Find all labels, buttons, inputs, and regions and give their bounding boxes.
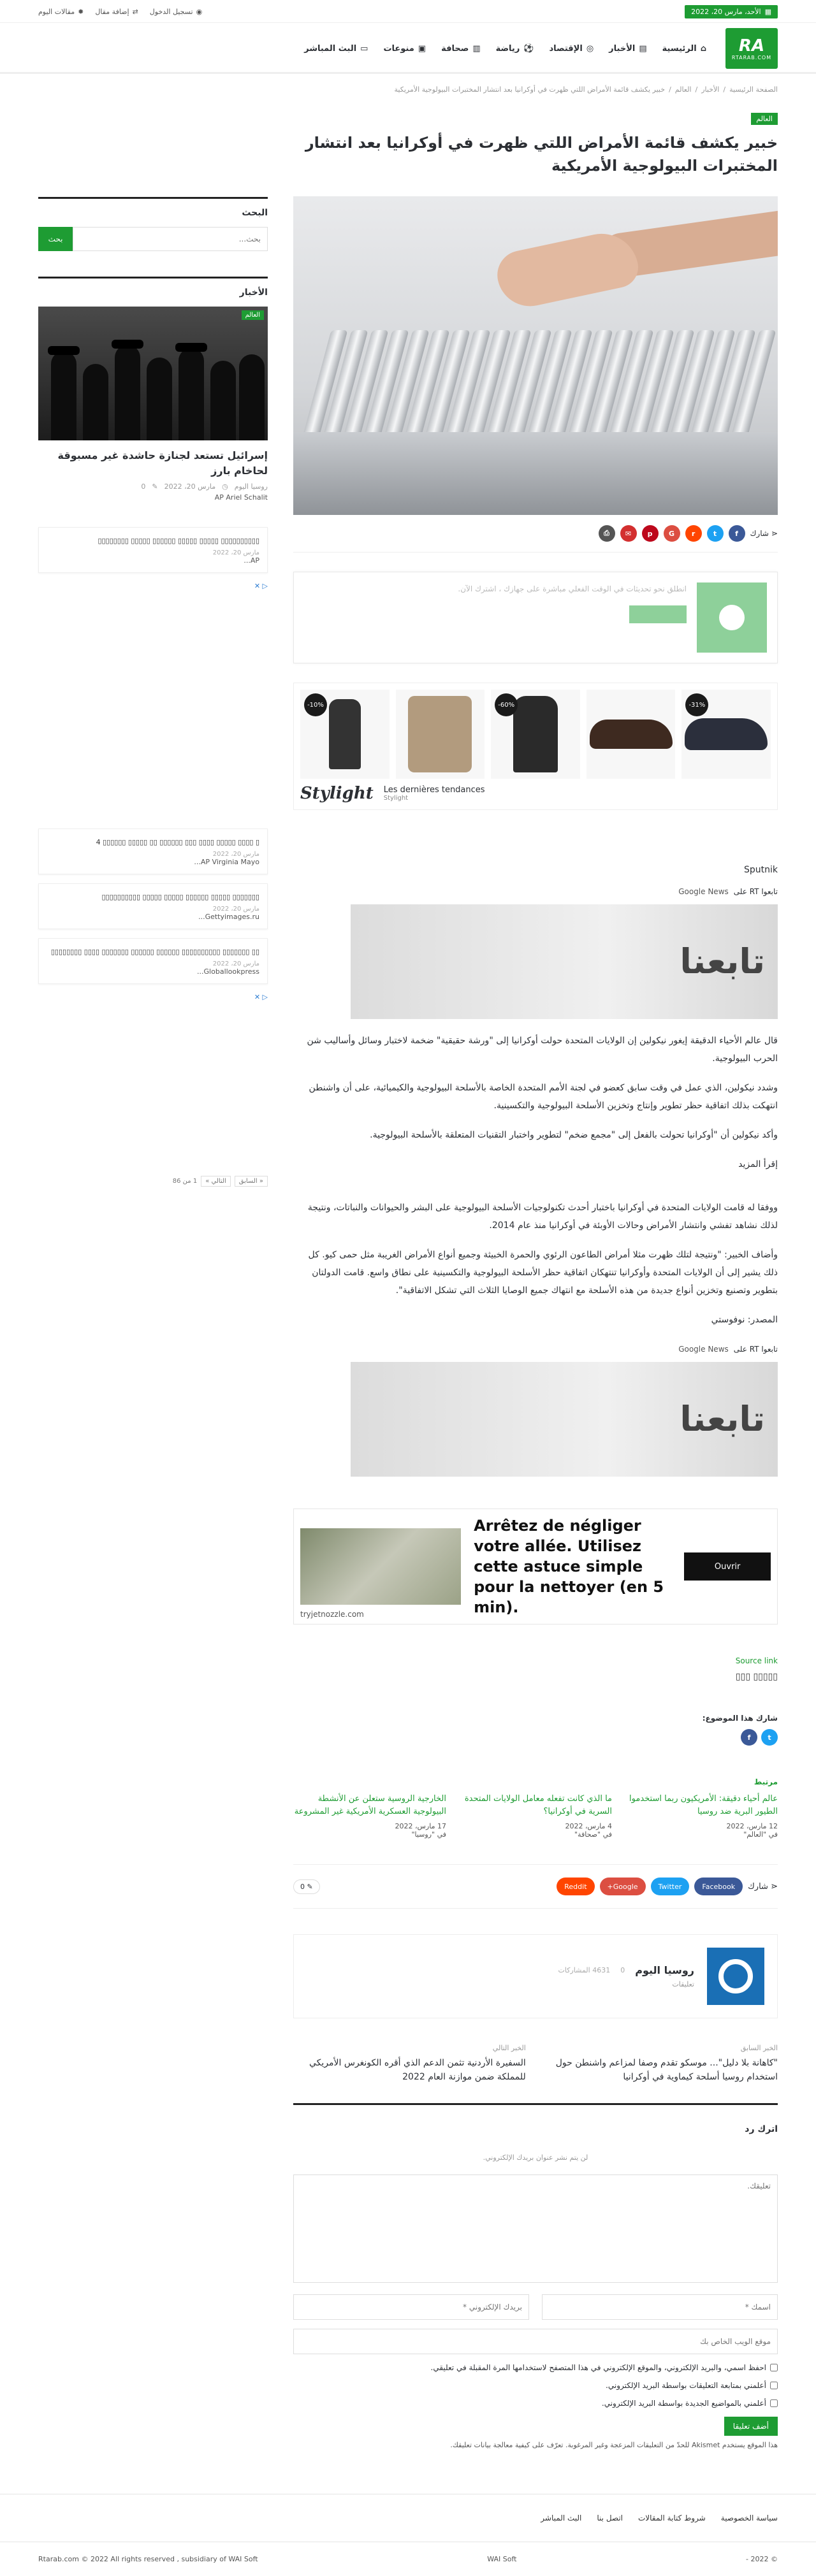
site-logo[interactable] [725,28,778,69]
related-item[interactable] [293,1793,446,1839]
share-topic-label: شارك هذا الموضوع: [702,1714,778,1723]
nav-sports[interactable] [496,44,534,54]
notify-comments-label: أعلمني بمتابعة التعليقات بواسطة البريد الإلكتروني. [606,2381,766,2390]
bell-icon [697,582,767,653]
fire-icon: ✹ [78,7,84,16]
notify-comments-checkbox[interactable] [293,2381,778,2390]
featured-date: مارس 20، 2022 [164,482,216,491]
next-title[interactable]: السفيرة الأردنية تثمن الدعم الذي أقره الكونغرس الأمريكي للمملكة ضمن موازنة العام 2022 [309,2058,526,2082]
ad-site: tryjetnozzle.com [300,1610,364,1619]
nav-economy[interactable] [550,44,594,54]
related-date: 4 مارس، 2022 [565,1822,612,1830]
share-row [293,515,778,553]
follow-label: تابعوا RT على [733,887,778,896]
article-paragraph: وأكد نيكولين أن "أوكرانيا تحولت بالفعل إلى "مجمع ضخم" لتطوير واختبار التقنيات المتعلقة بالأسلحة البيولوجية. [370,1130,778,1140]
article-paragraph: قال عالم الأحياء الدقيقة إيغور نيكولين إن الولايات المتحدة حولت أوكرانيا إلى "ورشة حقيقية" ضخمة لاختبار وسائل وأساليب شن الحرب البيولوجية. [307,1036,778,1064]
nav-home[interactable] [662,44,706,54]
follow-label: تابعوا RT على [733,1345,778,1354]
home-icon: ⌂ [700,43,706,54]
follow-banner-2[interactable] [351,1362,778,1477]
nav-label: الإقتصاد [549,43,583,54]
ad-headline: Arrêtez de négliger votre allée. Utilisez cette astuce simple pour la nettoyer (en 5 min). [474,1517,664,1616]
breadcrumb-sep: / [695,85,698,94]
nav-label: البث المباشر [304,43,357,54]
footer-rights: Rtarab.com © 2022 All rights reserved , subsidiary of WAI Soft [38,2555,258,2563]
footer-link-privacy[interactable]: سياسة الخصوصية [720,2514,778,2522]
shuffle-icon: ⇄ [132,7,138,16]
ad-product-list [300,690,771,779]
mini-date: مارس 20، 2022 [212,906,259,913]
related-category: في "صحافة" [574,1830,612,1839]
next-post[interactable] [293,2044,526,2084]
sidebar-ad-space [38,599,268,829]
search-widget [38,227,268,251]
email-field[interactable] [293,2294,529,2320]
nav-label: منوعات [383,43,414,54]
nav-live[interactable] [304,44,368,54]
footer-copyright: © 2022 - [746,2555,778,2563]
search-input[interactable] [73,227,268,251]
discount-badge: -60% [495,693,518,716]
share-icon: ⋖ [771,1881,778,1892]
logo-text: RTARAB.COM [731,54,772,61]
post-navigation [293,2044,778,2105]
crowd-figure [51,351,76,440]
random-link[interactable] [95,8,138,16]
mini-source: AP Virginia Mayo... [194,858,259,866]
notify-text: انطلق نحو تحديثات في الوقت الفعلي مباشرة على جهازك ، اشترك الآن. [458,584,687,593]
related-item[interactable] [625,1793,778,1839]
search-widget-title: البحث [38,197,268,218]
comment-icon: ✎ [152,482,158,491]
push-notification-box [293,572,778,663]
author-info [558,1964,694,1988]
footer-bottom [0,2542,816,2576]
main-nav [38,44,706,54]
login-label: تسجيل الدخول [149,7,193,16]
follow-google-news-2[interactable] [293,1340,778,1358]
discount-badge: -10% [304,693,327,716]
clock-icon: ◷ [222,482,228,491]
ad-jetnozzle[interactable] [293,1509,778,1624]
product-shape [329,699,361,769]
crowd-figure [147,358,172,440]
coins-icon: ◎ [586,43,594,54]
breadcrumb-sep: / [723,85,726,94]
twitter-icon[interactable]: t [761,1729,778,1746]
nav-news[interactable] [609,44,646,54]
author-posts: 0 [620,1966,625,1974]
hero-tray [293,432,778,515]
bell-icon-dot [719,605,745,630]
share-topic-icons [293,1729,778,1746]
comment-count [293,1879,320,1894]
crowd-hat [48,346,80,355]
ad-text [384,785,485,802]
ad-footer [300,779,771,803]
article-hero-image [293,196,778,515]
article-paragraph: وشدد نيكولين، الذي عمل في وقت سابق كعضو في لجنة الأمم المتحدة الخاصة بالأسلحة البيولوجية والكيميائية، على أن واشنطن انتهكت بذلك اتفاقية حظر تطوير وإنتاج وتخزين الأسلحة البيولوجية والتكسينية. [309,1083,778,1111]
breadcrumb-news[interactable]: الأخبار [701,85,720,94]
prev-label: الخبر السابق [740,2044,778,2052]
comments-icon: ▣ [418,43,426,54]
next-label: الخبر التالي [492,2044,526,2052]
author-avatar[interactable] [707,1948,764,2005]
article-body [293,861,778,1477]
article-source: المصدر: نوفوستي [711,1315,778,1325]
featured-comments: 0 [141,482,146,491]
mini-source: Gettyimages.ru... [198,913,259,921]
article-paragraph: ووفقا له قامت الولايات المتحدة في أوكرانيا باختبار أحدث تكنولوجيات الأسلحة البيولوجية على البشر والحيوانات والنباتات، ونتيجة لذلك نشاهد تفشي وانتشار الأمراض وحالات الأوبئة في أوكرانيا منذ عام 2014. [307,1203,778,1231]
reddit-share-icon[interactable]: r [685,525,702,542]
ad-product-sneaker[interactable] [681,690,771,779]
product-shape [513,696,558,772]
product-shape [408,696,472,772]
pager-next-button[interactable]: التالي » [201,1176,231,1187]
source-agency: Sputnik [743,865,778,875]
author-name-row [558,1964,694,1976]
crowd-figure [210,361,236,440]
date-text: الأحد، مارس 20، 2022 [691,7,761,16]
pager-prev-button[interactable]: « السابق [235,1176,268,1187]
login-link[interactable] [150,8,202,16]
sidebar [38,101,268,1187]
ad-choices-icon[interactable]: ▷ ✕ [254,993,268,1001]
related-title[interactable]: الخارجية الروسية ستعلن عن الأنشطة البيولوجية العسكرية الأمريكية غير المشروعة [294,1794,446,1816]
breadcrumb-world[interactable]: العالم [674,85,692,94]
save-info-input[interactable] [770,2364,778,2371]
document-icon: ▥ [472,43,481,54]
reddit-share-button[interactable] [557,1878,594,1895]
author-name[interactable]: روسيا اليوم [635,1964,694,1976]
nav-label: الرئيسية [662,43,697,54]
search-button[interactable]: بحث [38,227,73,251]
ad-open-button[interactable]: Ouvrir [684,1552,771,1581]
comment-icon: ✎ [307,1882,313,1891]
mini-title[interactable]: ▯▯ ▯▯▯▯▯▯▯ ▯▯▯▯▯▯▯▯▯▯ ▯▯▯▯▯▯ ▯▯▯▯▯▯ ▯▯▯▯▯▯▯ ▯▯▯▯ ▯▯▯▯▯▯▯▯ [50,948,259,956]
sidebar-spacer [38,101,268,197]
featured-title[interactable]: إسرائيل تستعد لجنازة حاشدة غير مسبوقة لحاخام بارز [57,449,268,477]
crowd-figure [239,354,265,440]
mini-post[interactable] [38,883,268,929]
author-box [293,1934,778,2018]
crowd-hat [112,340,143,349]
follow-banner[interactable] [351,904,778,1019]
print-share-icon[interactable]: ⎙ [599,525,615,542]
sidebar-pager [38,1176,268,1187]
notify-posts-checkbox[interactable] [293,2399,778,2408]
mini-post[interactable] [38,527,268,573]
mini-source: AP... [244,556,259,565]
mini-post[interactable] [38,829,268,874]
google-news-logo: Google News [678,1345,729,1354]
notify-posts-label: أعلمني بالمواضيع الجديدة بواسطة البريد الإلكتروني. [601,2399,766,2408]
notify-content [304,582,687,627]
article-paragraph: وأضاف الخبير: "ونتيجة لتلك ظهرت مثلا أمراض الطاعون الرئوي والحمرة الخبيثة وجميع أنواع الأمراض الغريبة مثل حمى كيو. كل ذلك يشير إلى أن الولايات المتحدة وأوكرانيا تنتهكان اتفاقية حظر الأسلحة البيولوجية والتكسينية على نطاق واسع. قامت الدولتان بتطوير وتصنيع وتخزين أنواع جديدة من هذه الأسلحة مع انتهاك جميع الوصايا الثلاث التي تشكل الاتفاقية". [308,1250,778,1296]
pill-label: Facebook [702,1882,736,1891]
crowd-figure [83,364,108,440]
featured-author[interactable]: روسيا اليوم [234,482,268,491]
footer-link-terms[interactable]: شروط كتابة المقالات [638,2514,706,2522]
pinterest-share-icon[interactable]: p [642,525,659,542]
header [0,23,816,74]
notify-subscribe-button[interactable] [629,605,687,623]
ad-product-jacket[interactable] [396,690,485,779]
facebook-share-icon[interactable]: f [729,525,745,542]
related-heading: مرتبط [754,1777,778,1786]
pill-label: Twitter [658,1882,682,1891]
related-item[interactable] [459,1793,612,1839]
twitter-share-button[interactable] [651,1878,690,1895]
featured-credit: AP Ariel Schalit [214,493,268,502]
breadcrumb-sep: / [669,85,671,94]
ad-product-loafer[interactable] [586,690,676,779]
facebook-share-button[interactable] [694,1878,743,1895]
email-note: لن يتم نشر عنوان بريدك الإلكتروني. [483,2153,588,2162]
article-main [293,101,778,2475]
ad-line2: Stylight [383,795,409,802]
mini-date: مارس 20، 2022 [212,549,259,556]
related-title[interactable]: ما الذي كانت تفعله معامل الولايات المتحدة السرية في أوكرانيا؟ [464,1794,612,1816]
related-date: 17 مارس، 2022 [395,1822,446,1830]
facebook-icon[interactable]: f [741,1729,757,1746]
source-link[interactable]: Source link [735,1656,778,1665]
featured-category[interactable]: العالم [242,310,264,320]
share-label [750,529,778,538]
read-more-link[interactable]: إقرأ المزيد [738,1159,778,1169]
google-share-button[interactable] [600,1878,646,1895]
article-title: خبير يكشف قائمة الأمراض اللتي ظهرت في أوكرانيا بعد انتشار المختبرات البيولوجية الأمريكية [305,134,778,175]
user-icon: ◉ [196,7,203,16]
share-label [748,1882,778,1892]
pill-label: Google+ [607,1882,638,1891]
date-badge [685,5,778,18]
ad-choices-icon[interactable]: ▷ ✕ [254,582,268,590]
breadcrumb-current: خبير يكشف قائمة الأمراض اللتي ظهرت في أوكرانيا بعد انتشار المختبرات البيولوجية الأمريكية [394,85,666,94]
comment-textarea[interactable] [293,2174,778,2283]
ad-product-dress[interactable] [491,690,580,779]
crowd-hat [175,343,207,352]
football-icon: ⚽ [523,43,534,54]
author-shares: 4631 المشاركات [558,1966,611,1974]
twitter-share-icon[interactable]: t [707,525,724,542]
share-icon: ⋖ [771,529,778,538]
hero-hand [493,227,642,312]
avatar-ring [718,1959,753,1994]
random-label: إضافة مقال [95,7,129,16]
crowd-figure [178,348,204,440]
name-field[interactable] [542,2294,778,2320]
follow-google-news[interactable] [293,883,778,901]
save-info-label: احفظ اسمي، والبريد الإلكتروني، والموقع الإلكتروني في هذا المتصفح لاستخدامها المرة المقبلة في تعليقي. [430,2363,766,2372]
mini-title[interactable]: ▯▯▯▯▯▯▯ ▯▯▯▯▯ ▯▯▯▯▯▯ ▯▯▯▯▯ ▯▯▯▯▯ ▯▯▯▯▯▯▯▯▯▯ [101,893,259,901]
ad-product-swimsuit[interactable] [300,690,390,779]
category-badge[interactable]: العالم [751,113,778,125]
submit-comment-button[interactable]: أضف تعليقا [724,2417,778,2436]
nav-label: رياضة [495,43,520,54]
crowd-figure [115,345,140,440]
ad-image [300,1528,461,1605]
share-bar [293,1864,778,1909]
footer-link-live[interactable]: البث المباشر [541,2514,582,2522]
save-info-checkbox[interactable] [293,2363,778,2372]
pager-count: 1 من 86 [172,1178,198,1185]
placeholder-text: ▯▯▯▯▯ ▯▯▯ [735,1672,778,1682]
follow-banner-text: تابعنا [680,941,765,981]
featured-post-image[interactable] [38,307,268,440]
website-field[interactable] [293,2329,778,2354]
breadcrumb-home[interactable]: الصفحة الرئيسية [729,85,778,94]
nav-label: صحافة [441,43,469,54]
mini-title[interactable]: ▯ ▯▯▯▯ ▯▯▯▯▯ ▯▯▯▯ ▯▯▯ ▯▯▯▯▯▯ ▯▯ ▯▯▯▯▯ ▯▯▯▯▯▯ 4 [96,838,259,846]
calendar-icon: ▦ [764,7,771,16]
follow-banner-text: تابعنا [680,1399,765,1439]
product-shape [590,720,673,749]
today-label: مقالات اليوم [38,7,75,16]
sidebar-ad-space [38,1010,268,1169]
nav-label: الأخبار [609,43,636,54]
related-category: في "العالم" [743,1830,778,1839]
notify-posts-input[interactable] [770,2399,778,2407]
today-link[interactable] [38,8,84,16]
author-role: تعليقات [672,1980,694,1988]
related-posts [293,1793,778,1839]
breadcrumb [38,74,778,101]
logo-mark: RA [738,36,765,55]
prev-post[interactable] [545,2044,778,2084]
mini-title[interactable]: ▯▯▯▯▯▯▯▯▯▯ ▯▯▯▯▯ ▯▯▯▯▯ ▯▯▯▯▯▯ ▯▯▯▯▯ ▯▯▯▯▯▯▯▯ [98,537,259,545]
notify-comments-input[interactable] [770,2382,778,2389]
topbar [0,0,816,23]
comment-fields-row [293,2294,778,2320]
mini-date: مارس 20، 2022 [212,960,259,967]
footer-link-contact[interactable]: اتصل بنا [597,2514,623,2522]
featured-meta [38,482,268,491]
email-share-icon[interactable]: ✉ [620,525,637,542]
nav-misc[interactable] [383,44,426,54]
prev-title[interactable]: "كاهانة بلا دليل"... موسكو تقدم وصفا لمزاعم واشنطن حول استخدام روسيا أسلحة كيماوية في أوكرانيا [555,2058,778,2082]
mini-date: مارس 20، 2022 [212,851,259,858]
nav-press[interactable] [441,44,481,54]
newspaper-icon: ▤ [639,43,647,54]
news-widget-title: الأخبار [38,277,268,298]
tv-icon: ▭ [360,43,368,54]
google-share-icon[interactable]: G [664,525,680,542]
related-title[interactable]: عالم أحياء دقيقة: الأمريكيون ربما استخدموا الطيور البرية ضد روسيا [629,1794,778,1816]
mini-source: Globallookpress... [197,967,259,976]
reply-heading: اترك رد [745,2124,778,2134]
share-text: شارك [748,1881,768,1892]
pill-label: Reddit [564,1882,587,1891]
ad-line1: Les dernières tendances [383,785,485,795]
share-text: شارك [750,529,769,538]
akismet-note: هذا الموقع يستخدم Akismet للحدّ من التعليقات المزعجة وغير المرغوبة. تعرّف على كيفية معالجة بيانات تعليقك. [450,2441,778,2449]
topbar-links [38,8,202,16]
comment-count-value: 0 [300,1882,305,1891]
mini-post[interactable] [38,938,268,984]
product-shape [685,718,768,750]
footer-links [0,2494,816,2542]
related-date: 12 مارس، 2022 [726,1822,778,1830]
ad-brand[interactable]: Stylight [300,784,374,803]
google-news-logo: Google News [678,887,729,896]
footer-center[interactable]: WAI Soft [487,2555,517,2563]
related-category: في "روسيا" [411,1830,446,1839]
discount-badge: -31% [685,693,708,716]
ad-products [293,683,778,810]
